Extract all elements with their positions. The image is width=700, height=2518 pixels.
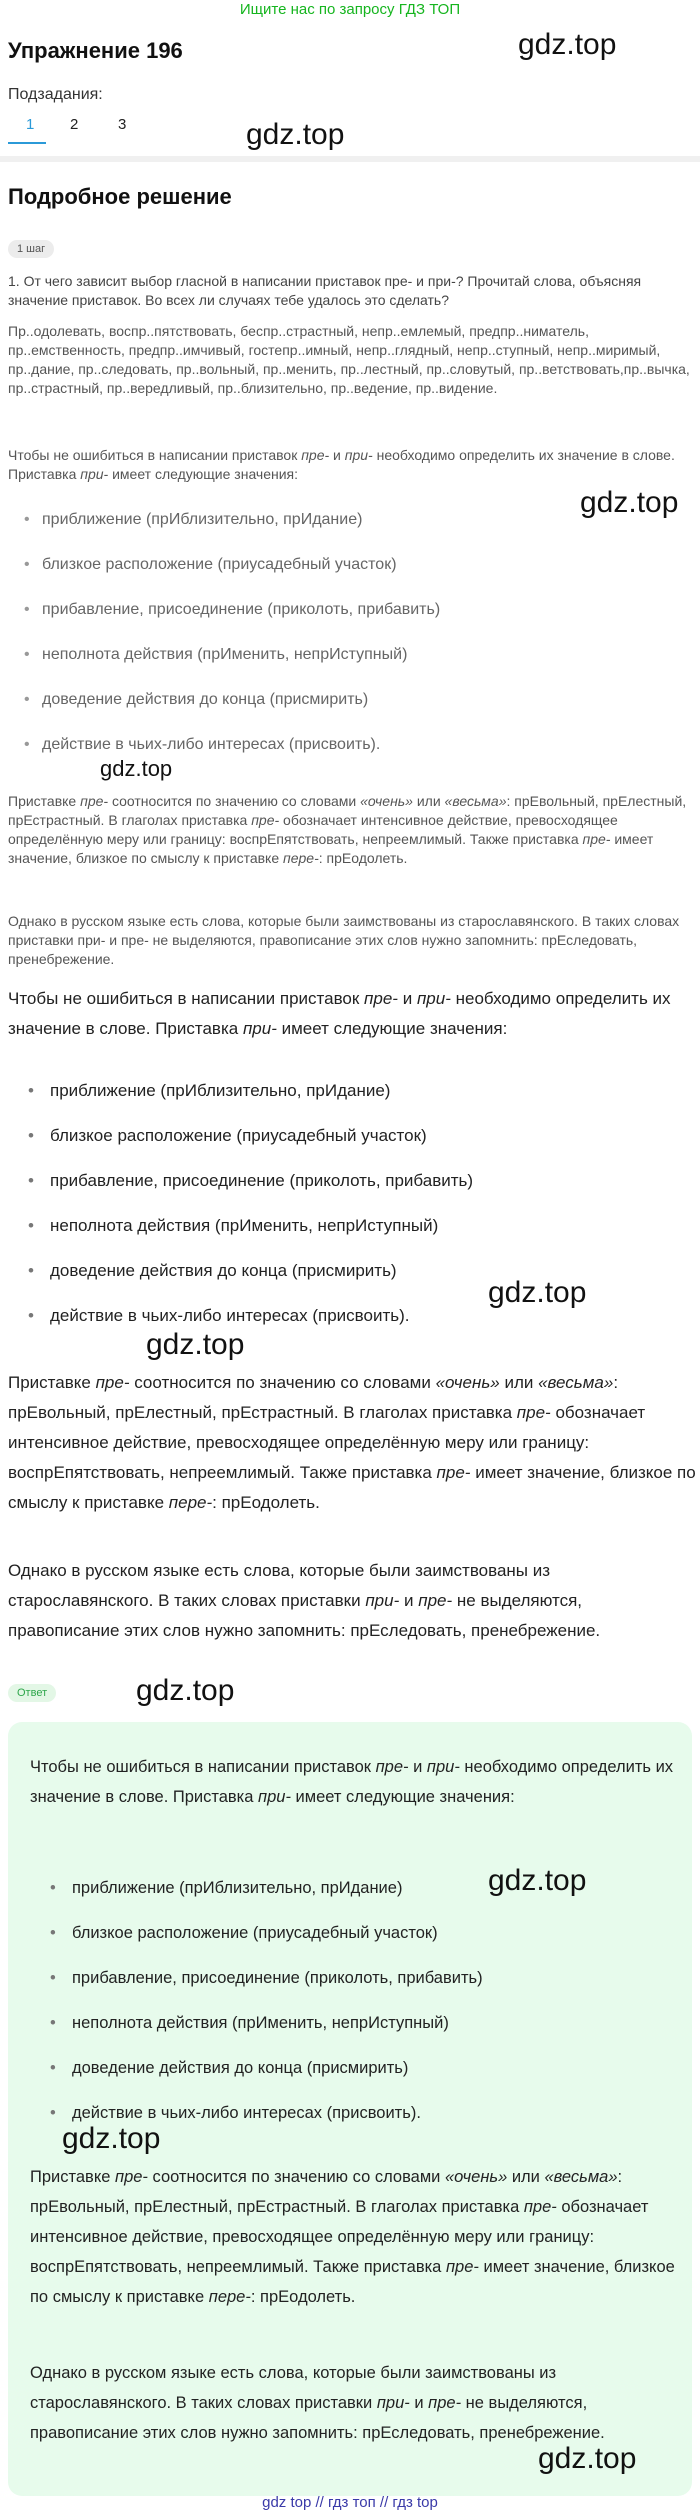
pre-paragraph-small: Приставке пре- соотносится по значению со словами «очень» или «весьма»: прЕвольный, прЕлестный, прЕстрастный. В глаголах приставка пре- обозначает интенсивное действие, превосходящее определённую меру или границу: воспрЕпятствовать, непреемлимый. Также приставка пре- имеет значение, близкое по смыслу к приставке пере-: прЕодолеть. bbox=[8, 793, 687, 866]
divider bbox=[0, 156, 700, 162]
list-item: • доведение действия до конца (присмирить) bbox=[30, 2046, 680, 2091]
tab-1[interactable]: 1 bbox=[26, 116, 35, 133]
subtask-tabs bbox=[8, 114, 692, 146]
watermark: gdz.top bbox=[62, 2122, 161, 2155]
old-slavonic-large: Однако в русском языке есть слова, которые были заимствованы из старославянского. В таких словах приставки при- и пре- не выделяются, правописание этих слов нужно запомнить: прЕследовать, пренебрежение. bbox=[8, 1561, 601, 1640]
intro-large: Чтобы не ошибиться в написании приставок пре- и при- необходимо определить их значение в слове. Приставка при- имеет следующие значения: bbox=[8, 989, 671, 1038]
answer-box bbox=[8, 1722, 692, 2496]
pre-paragraph-large: Приставке пре- соотносится по значению со словами «очень» или «весьма»: прЕвольный, прЕлестный, прЕстрастный. В глаголах приставка пре- обозначает интенсивное действие, превосходящее определённую меру или границу: воспрЕпятствовать, непреемлимый. Также приставка пре- имеет значение, близкое по смыслу к приставке пере-: прЕодолеть. bbox=[8, 1373, 696, 1512]
page-title: Упражнение 196 bbox=[8, 38, 183, 63]
active-tab-indicator bbox=[8, 142, 46, 144]
watermark: gdz.top bbox=[136, 1674, 235, 1707]
list-item: • доведение действия до конца (присмирить) bbox=[8, 677, 692, 722]
list-item: • прибавление, присоединение (приколоть, прибавить) bbox=[30, 1956, 680, 2001]
intro-small: Чтобы не ошибиться в написании приставок пре- и при- необходимо определить их значение в слове. Приставка при- имеет следующие значения: bbox=[8, 447, 675, 482]
list-item: • неполнота действия (прИменить, непрИступный) bbox=[30, 2001, 680, 2046]
watermark: gdz.top bbox=[146, 1328, 245, 1361]
question-text: 1. От чего зависит выбор гласной в написании приставок пре- и при-? Прочитай слова, объясняя значение приставок. Во всех ли случаях тебе удалось это сделать? bbox=[8, 273, 642, 308]
list-item: • действие в чьих-либо интересах (присвоить). bbox=[8, 722, 692, 767]
list-item: • приближение (прИблизительно, прИдание) bbox=[30, 1866, 680, 1911]
watermark: gdz.top bbox=[538, 2442, 637, 2475]
watermark: gdz.top bbox=[488, 1276, 587, 1309]
watermark: gdz.top bbox=[580, 486, 679, 519]
watermark: gdz.top bbox=[488, 1864, 587, 1897]
answer-old-slavonic: Однако в русском языке есть слова, которые были заимствованы из старославянского. В таких словах приставки при- и пре- не выделяются, правописание этих слов нужно запомнить: прЕследовать, пренебрежение. bbox=[30, 2364, 605, 2442]
watermark: gdz.top bbox=[100, 756, 173, 781]
tab-2[interactable]: 2 bbox=[70, 116, 79, 133]
answer-badge: Ответ bbox=[8, 1684, 56, 1702]
list-item: • приближение (прИблизительно, прИдание) bbox=[8, 497, 692, 542]
list-item: • прибавление, присоединение (приколоть, прибавить) bbox=[8, 587, 692, 632]
question-words: Пр..одолевать, воспр..пятствовать, беспр..страстный, непр..емлемый, предпр..ниматель, пр..емственность, предпр..имчивый, гостепр..имный, непр..глядный, непр..ступный, непр..миримый, пр..дание, пр..следовать, пр..вольный, пр..менить, пр..лестный, пр..словутый, пр..ветствовать,пр..вычка, пр..страстный, пр..вередливый, пр..близительно, пр..ведение, пр..видение. bbox=[8, 323, 690, 396]
meanings-list-large bbox=[8, 1068, 698, 1338]
subtasks-label: Подзадания: bbox=[8, 86, 103, 103]
step-badge: 1 шаг bbox=[8, 240, 54, 258]
list-item: • неполнота действия (прИменить, непрИступный) bbox=[8, 1203, 698, 1248]
list-item: • доведение действия до конца (присмирить) bbox=[8, 1248, 698, 1293]
answer-pre-paragraph: Приставке пре- соотносится по значению со словами «очень» или «весьма»: прЕвольный, прЕлестный, прЕстрастный. В глаголах приставка пре- обозначает интенсивное действие, превосходящее определённую меру или границу: воспрЕпятствовать, непреемлимый. Также приставка пре- имеет значение, близкое по смыслу к приставке пере-: прЕодолеть. bbox=[30, 2168, 675, 2306]
old-slavonic-small: Однако в русском языке есть слова, которые были заимствованы из старославянского. В таких словах приставки при- и пре- не выделяются, правописание этих слов нужно запомнить: прЕследовать, пренебрежение. bbox=[8, 913, 680, 967]
list-item: • близкое расположение (приусадебный участок) bbox=[30, 1911, 680, 1956]
answer-intro: Чтобы не ошибиться в написании приставок пре- и при- необходимо определить их значение в слове. Приставка при- имеет следующие значения: bbox=[30, 1758, 674, 1806]
watermark: gdz.top bbox=[246, 118, 345, 151]
promo-banner[interactable]: Ищите нас по запросу ГДЗ ТОП bbox=[239, 1, 461, 18]
list-item: • действие в чьих-либо интересах (присвоить). bbox=[8, 1293, 698, 1338]
list-item: • неполнота действия (прИменить, непрИступный) bbox=[8, 632, 692, 677]
list-item: • прибавление, присоединение (приколоть, прибавить) bbox=[8, 1158, 698, 1203]
list-item: • действие в чьих-либо интересах (присвоить). bbox=[30, 2091, 680, 2136]
meanings-list-small bbox=[8, 497, 692, 767]
tab-3[interactable]: 3 bbox=[118, 116, 127, 133]
solution-title: Подробное решение bbox=[8, 184, 232, 209]
list-item: • приближение (прИблизительно, прИдание) bbox=[8, 1068, 698, 1113]
answer-meanings-list bbox=[30, 1866, 680, 2136]
list-item: • близкое расположение (приусадебный участок) bbox=[8, 542, 692, 587]
footer-links[interactable]: gdz top // гдз топ // гдз top bbox=[262, 2494, 438, 2511]
watermark: gdz.top bbox=[518, 28, 617, 61]
list-item: • близкое расположение (приусадебный участок) bbox=[8, 1113, 698, 1158]
